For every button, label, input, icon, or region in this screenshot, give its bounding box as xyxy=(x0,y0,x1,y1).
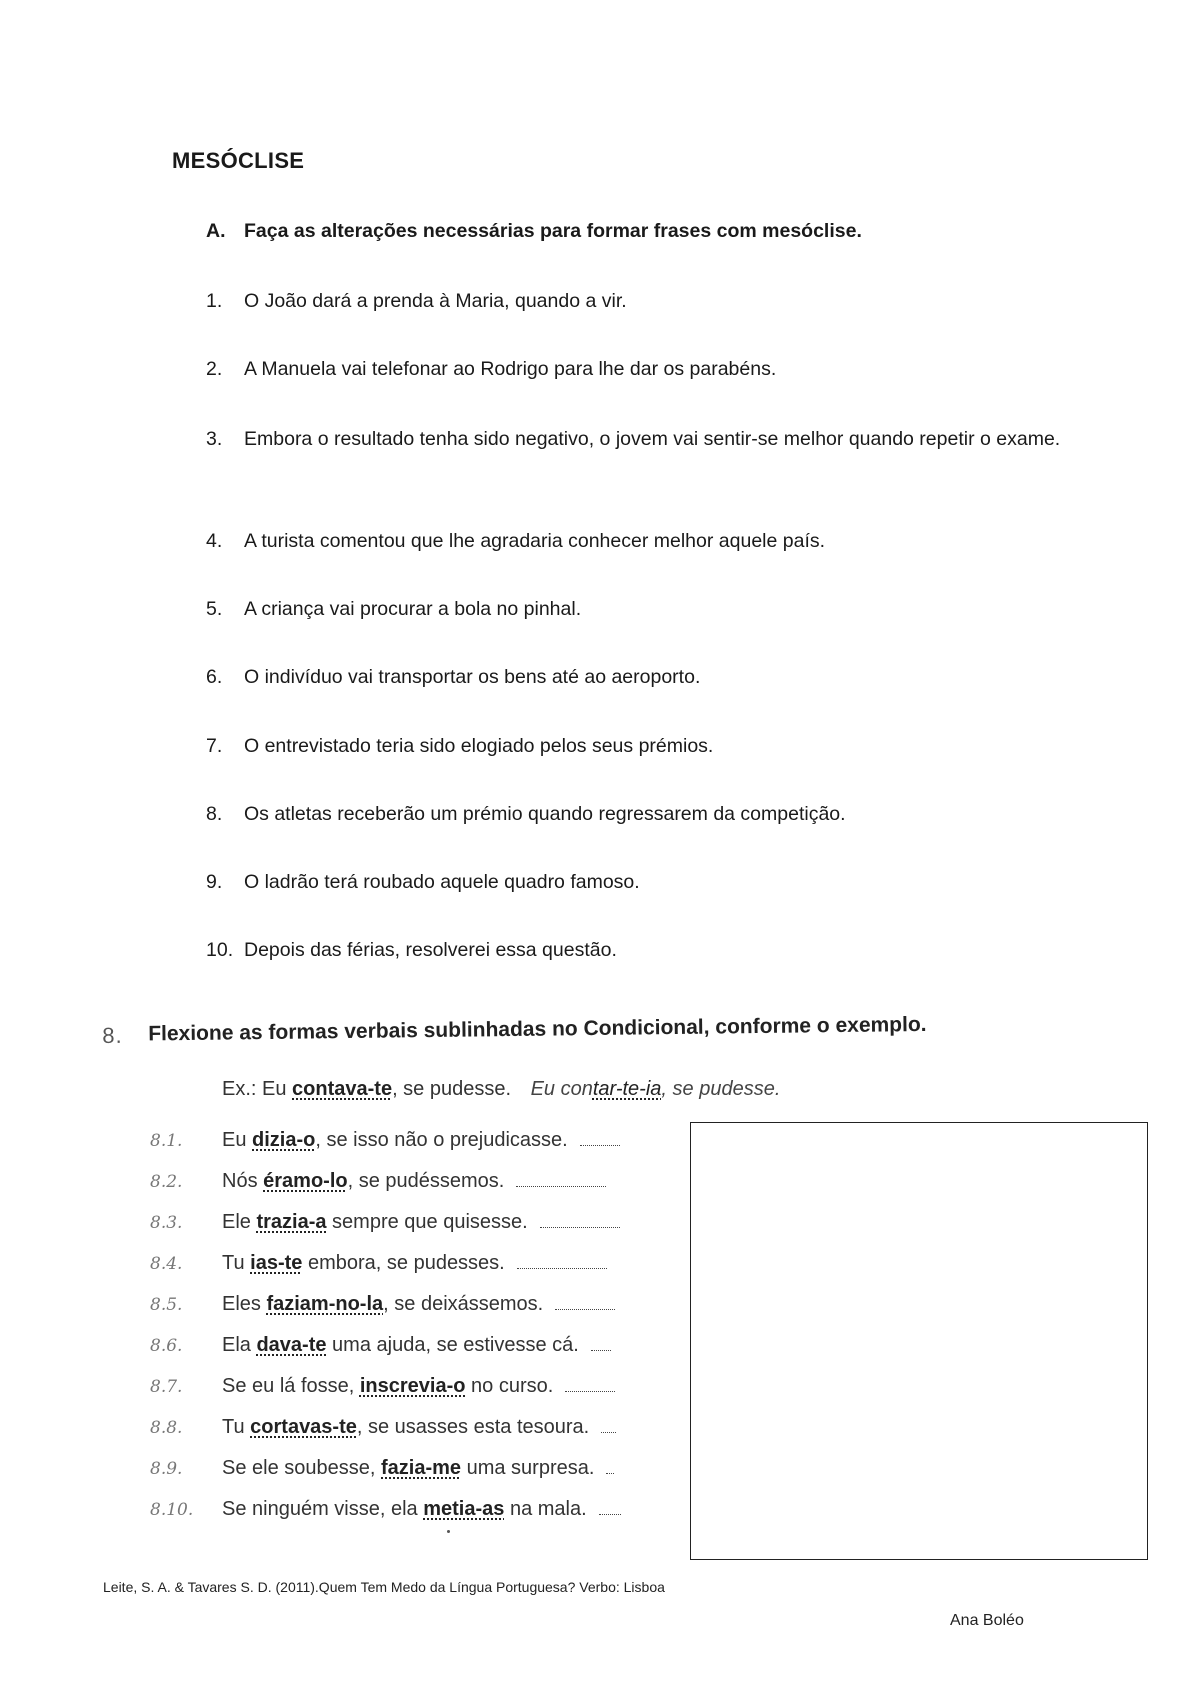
verb-item-post: no curso. xyxy=(465,1375,554,1397)
verb-item-post: , se deixássemos. xyxy=(383,1293,544,1315)
item-text: Depois das férias, resolverei essa questão. xyxy=(244,939,617,961)
verb-item xyxy=(150,1211,620,1234)
verb-item-number: 8.3. xyxy=(150,1213,183,1233)
exercise-item xyxy=(206,352,776,386)
verb-item-post: , se isso não o prejudicasse. xyxy=(315,1129,568,1151)
item-text: Os atletas receberão um prémio quando regressarem da competição. xyxy=(244,803,846,825)
verb-item-pre: Se eu lá fosse, xyxy=(222,1375,360,1397)
exercise-item xyxy=(206,933,617,967)
verb-underlined: ias-te xyxy=(250,1252,303,1274)
answer-blank[interactable] xyxy=(517,1268,607,1269)
verb-item-post: embora, se pudesses. xyxy=(302,1252,505,1274)
verb-underlined: faziam-no-la xyxy=(266,1293,384,1315)
section-a-heading xyxy=(206,220,862,243)
example-answer-verb: tar-te-ia xyxy=(592,1078,662,1100)
footer-reference: Leite, S. A. & Tavares S. D. (2011).Quem Tem Medo da Língua Portuguesa? Verbo: Lisboa xyxy=(103,1579,665,1595)
verb-underlined: metia-as xyxy=(423,1498,505,1520)
verb-item xyxy=(150,1375,615,1398)
item-number: 3. xyxy=(206,428,223,450)
item-number: 2. xyxy=(206,358,223,380)
answer-blank[interactable] xyxy=(591,1350,611,1351)
verb-item xyxy=(150,1129,620,1152)
item-number: 9. xyxy=(206,871,223,893)
verb-item-post: uma ajuda, se estivesse cá. xyxy=(326,1334,579,1356)
answer-blank[interactable] xyxy=(555,1309,615,1310)
example-prefix: Ex.: Eu xyxy=(222,1078,293,1100)
item-number: 6. xyxy=(206,666,223,688)
verb-item xyxy=(150,1334,611,1357)
verb-underlined: inscrevia-o xyxy=(359,1375,466,1397)
verb-item-pre: Se ninguém visse, ela xyxy=(222,1498,424,1520)
verb-item-number: 8.6. xyxy=(150,1336,183,1356)
author-name: Ana Boléo xyxy=(950,1612,1024,1629)
example-suffix: , se pudesse. xyxy=(392,1078,512,1100)
verb-underlined: dizia-o xyxy=(252,1129,316,1151)
verb-item-pre: Tu xyxy=(222,1252,251,1274)
verb-item-pre: Ela xyxy=(222,1334,257,1356)
scan-dot xyxy=(447,1530,450,1533)
example-verb: contava-te xyxy=(292,1078,393,1100)
answer-blank[interactable] xyxy=(580,1145,620,1146)
verb-item-pre: Eles xyxy=(222,1293,267,1315)
example-answer xyxy=(531,1078,781,1100)
item-text: Embora o resultado tenha sido negativo, o jovem vai sentir-se melhor quando repetir o exame. xyxy=(244,428,1061,450)
verb-item xyxy=(150,1170,606,1193)
item-number: 10. xyxy=(206,939,234,961)
item-text: A turista comentou que lhe agradaria conhecer melhor aquele país. xyxy=(244,530,826,552)
verb-item xyxy=(150,1498,621,1521)
exercise-item xyxy=(206,524,825,558)
verb-item-number: 8.8. xyxy=(150,1418,183,1438)
exercise-item xyxy=(206,422,1064,456)
verb-underlined: cortavas-te xyxy=(250,1416,357,1438)
item-number: 5. xyxy=(206,598,223,620)
verb-item xyxy=(150,1252,607,1275)
verb-item-post: uma surpresa. xyxy=(461,1457,595,1479)
verb-item-pre: Se ele soubesse, xyxy=(222,1457,381,1479)
item-text: O indivíduo vai transportar os bens até ao aeroporto. xyxy=(244,666,701,688)
verb-item xyxy=(150,1457,614,1480)
answer-blank[interactable] xyxy=(540,1227,620,1228)
verb-item-number: 8.5. xyxy=(150,1295,183,1315)
section-b-label: 8. xyxy=(102,1022,123,1048)
answer-blank[interactable] xyxy=(601,1432,616,1433)
exercise-item xyxy=(206,660,700,694)
item-text: O entrevistado teria sido elogiado pelos seus prémios. xyxy=(244,735,714,757)
verb-item-pre: Tu xyxy=(222,1416,251,1438)
verb-item-post: na mala. xyxy=(504,1498,587,1520)
answer-blank[interactable] xyxy=(599,1514,621,1515)
example-row xyxy=(222,1078,780,1101)
verb-item-number: 8.9. xyxy=(150,1459,183,1479)
verb-item-post: , se usasses esta tesoura. xyxy=(356,1416,590,1438)
exercise-item xyxy=(206,865,640,899)
item-number: 8. xyxy=(206,803,223,825)
example-answer-pre: Eu con xyxy=(530,1078,593,1100)
verb-item-number: 8.7. xyxy=(150,1377,183,1397)
verb-item-number: 8.2. xyxy=(150,1172,183,1192)
item-number: 4. xyxy=(206,530,223,552)
exercise-item xyxy=(206,592,581,626)
example-answer-post: , se pudesse. xyxy=(661,1078,781,1100)
verb-underlined: trazia-a xyxy=(256,1211,327,1233)
item-text: A Manuela vai telefonar ao Rodrigo para lhe dar os parabéns. xyxy=(244,358,777,380)
exercise-item xyxy=(206,797,846,831)
section-b-instruction: Flexione as formas verbais sublinhadas no Condicional, conforme o exemplo. xyxy=(148,1012,927,1046)
item-text: A criança vai procurar a bola no pinhal. xyxy=(244,598,582,620)
verb-item-pre: Nós xyxy=(222,1170,264,1192)
answer-blank[interactable] xyxy=(565,1391,615,1392)
verb-item-post: sempre que quisesse. xyxy=(326,1211,528,1233)
section-a-instruction: Faça as alterações necessárias para formar frases com mesóclise. xyxy=(244,220,862,242)
item-number: 1. xyxy=(206,290,223,312)
page-title: MESÓCLISE xyxy=(172,148,305,173)
item-number: 7. xyxy=(206,735,223,757)
verb-item xyxy=(150,1416,616,1439)
answer-blank[interactable] xyxy=(606,1473,614,1474)
verb-underlined: dava-te xyxy=(256,1334,327,1356)
verb-item-pre: Ele xyxy=(222,1211,257,1233)
section-a-label: A. xyxy=(206,220,226,242)
verb-item-number: 8.10. xyxy=(150,1500,194,1520)
verb-item-pre: Eu xyxy=(222,1129,253,1151)
verb-item-number: 8.1. xyxy=(150,1131,183,1151)
answer-box[interactable] xyxy=(690,1122,1148,1560)
answer-blank[interactable] xyxy=(516,1186,606,1187)
verb-underlined: éramo-lo xyxy=(263,1170,348,1192)
item-text: O João dará a prenda à Maria, quando a vir. xyxy=(244,290,627,312)
exercise-item xyxy=(206,284,627,318)
item-text: O ladrão terá roubado aquele quadro famoso. xyxy=(244,871,640,893)
verb-item-post: , se pudéssemos. xyxy=(347,1170,505,1192)
verb-item-number: 8.4. xyxy=(150,1254,183,1274)
verb-underlined: fazia-me xyxy=(381,1457,462,1479)
exercise-item xyxy=(206,729,713,763)
verb-item xyxy=(150,1293,615,1316)
